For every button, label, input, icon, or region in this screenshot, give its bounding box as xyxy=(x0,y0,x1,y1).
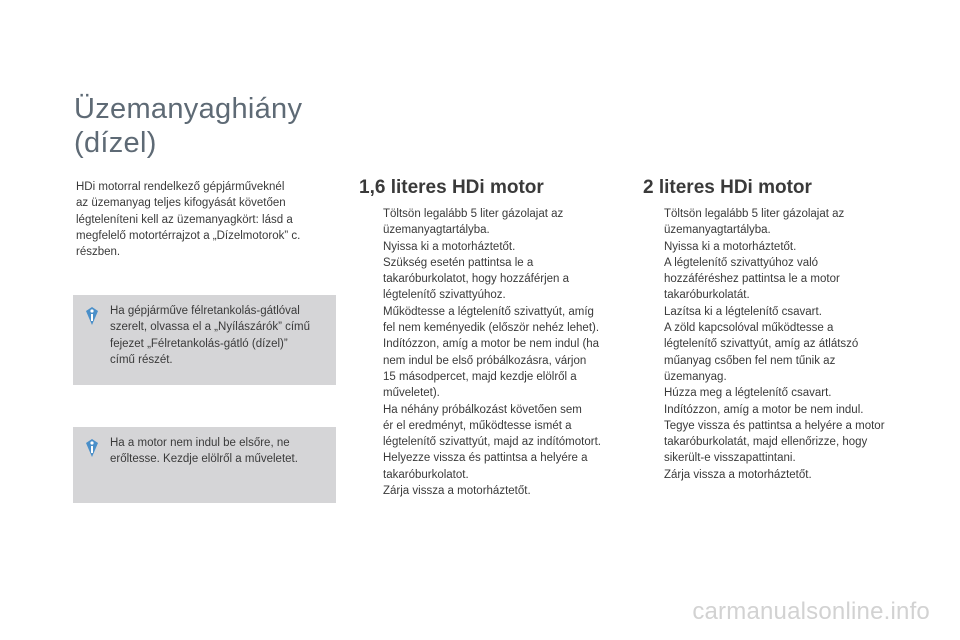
page-title-line-2: (dízel) xyxy=(74,127,157,159)
intro-line: megfelelő motortérrajzot a „Dízelmotorok” c. xyxy=(76,229,301,242)
info-box-line: Ha gépjárműve félretankolás-gátlóval xyxy=(110,305,300,317)
step-line: üzemanyag. xyxy=(664,370,727,383)
step-item xyxy=(644,320,924,385)
step-line: Nyissa ki a motorháztetőt. xyxy=(383,240,516,253)
step-line: ér el eredményt, működtesse ismét a xyxy=(383,419,572,432)
step-item xyxy=(644,467,924,483)
step-line: Indítózzon, amíg a motor be nem indul. xyxy=(664,403,864,416)
step-line: Nyissa ki a motorháztetőt. xyxy=(664,240,797,253)
step-line: Húzza meg a légtelenítő csavart. xyxy=(664,387,832,400)
info-box-antimisfuel xyxy=(73,295,336,385)
info-box-line: című részét. xyxy=(110,353,173,366)
step-line: Indítózzon, amíg a motor be nem indul (ha xyxy=(383,338,600,351)
step-line: fel nem keményedik (először nehéz lehet). xyxy=(383,322,600,335)
step-line: 15 másodpercet, majd kezdje elölről a xyxy=(383,370,577,383)
steps-list-1-6-hdi xyxy=(363,206,633,499)
step-item xyxy=(644,239,924,255)
step-line: Működtesse a légtelenítő szivattyút, amíg xyxy=(383,305,594,318)
step-line: sikerült-e visszapattintani. xyxy=(664,452,796,465)
info-icon xyxy=(84,307,100,325)
step-line: Töltsön legalább 5 liter gázolajat az xyxy=(664,208,845,220)
section-title-1-6-hdi: 1,6 literes HDi motor xyxy=(359,177,544,198)
step-line: Zárja vissza a motorháztetőt. xyxy=(383,485,531,498)
step-line: Tegye vissza és pattintsa a helyére a motor xyxy=(664,419,885,432)
step-line: üzemanyagtartályba. xyxy=(664,224,771,237)
step-item xyxy=(363,483,633,499)
info-box-line: erőltesse. Kezdje elölről a műveletet. xyxy=(110,453,298,466)
step-line: Lazítsa ki a légtelenítő csavart. xyxy=(664,305,822,318)
step-line: A légtelenítő szivattyúhoz való xyxy=(664,256,819,269)
section-title-2-hdi: 2 literes HDi motor xyxy=(643,177,812,198)
page-title xyxy=(74,92,302,160)
info-box-retry xyxy=(73,427,336,503)
step-item xyxy=(644,206,924,239)
step-line: Zárja vissza a motorháztetőt. xyxy=(664,468,812,481)
info-box-line: Ha a motor nem indul be elsőre, ne xyxy=(110,437,290,449)
step-item xyxy=(363,402,633,451)
intro-line: HDi motorral rendelkező gépjárműveknél xyxy=(76,181,285,193)
step-line: takaróburkolatát, majd ellenőrizze, hogy xyxy=(664,436,868,449)
step-item xyxy=(363,206,633,239)
info-box-line: szerelt, olvassa el a „Nyílászárók” című xyxy=(110,321,311,334)
intro-line: részben. xyxy=(76,246,121,259)
intro-line: az üzemanyag teljes kifogyását követően xyxy=(76,197,286,210)
step-line: légtelenítő szivattyút, majd az indítómotort. xyxy=(383,436,601,449)
step-line: Szükség esetén pattintsa le a xyxy=(383,256,534,269)
intro-paragraph xyxy=(76,179,338,260)
info-box-line: fejezet „Félretankolás-gátló (dízel)” xyxy=(110,337,288,350)
step-line: műanyag csőben fel nem tűnik az xyxy=(664,354,836,367)
step-item xyxy=(363,239,633,255)
step-item xyxy=(644,304,924,320)
step-line: nem indul be első próbálkozásra, várjon xyxy=(383,354,587,367)
step-item xyxy=(363,304,633,337)
step-line: takaróburkolatot, hogy hozzáférjen a xyxy=(383,273,570,286)
watermark: carmanualsonline.info xyxy=(692,598,930,625)
step-line: A zöld kapcsolóval működtesse a xyxy=(664,322,834,335)
step-item xyxy=(644,385,924,401)
intro-line: légteleníteni kell az üzemanyagkört: lásd a xyxy=(76,213,293,226)
info-icon xyxy=(84,439,100,457)
steps-list-2-hdi xyxy=(644,206,924,483)
step-item xyxy=(363,255,633,304)
step-item xyxy=(363,336,633,401)
step-line: üzemanyagtartályba. xyxy=(383,224,490,237)
step-line: légtelenítő szivattyút, amíg az átlátszó xyxy=(664,338,859,351)
step-line: takaróburkolatot. xyxy=(383,468,469,481)
step-item xyxy=(363,450,633,483)
step-line: hozzáféréshez pattintsa le a motor xyxy=(664,273,840,286)
step-item xyxy=(644,418,924,467)
step-line: légtelenítő szivattyúhoz. xyxy=(383,289,506,302)
step-item xyxy=(644,255,924,304)
step-line: műveletet). xyxy=(383,387,440,400)
step-line: Ha néhány próbálkozást követően sem xyxy=(383,403,582,416)
step-line: Helyezze vissza és pattintsa a helyére a xyxy=(383,452,588,465)
step-line: Töltsön legalább 5 liter gázolajat az xyxy=(383,208,564,220)
step-item xyxy=(644,402,924,418)
step-line: takaróburkolatát. xyxy=(664,289,750,302)
page-title-line-1: Üzemanyaghiány xyxy=(74,93,303,125)
